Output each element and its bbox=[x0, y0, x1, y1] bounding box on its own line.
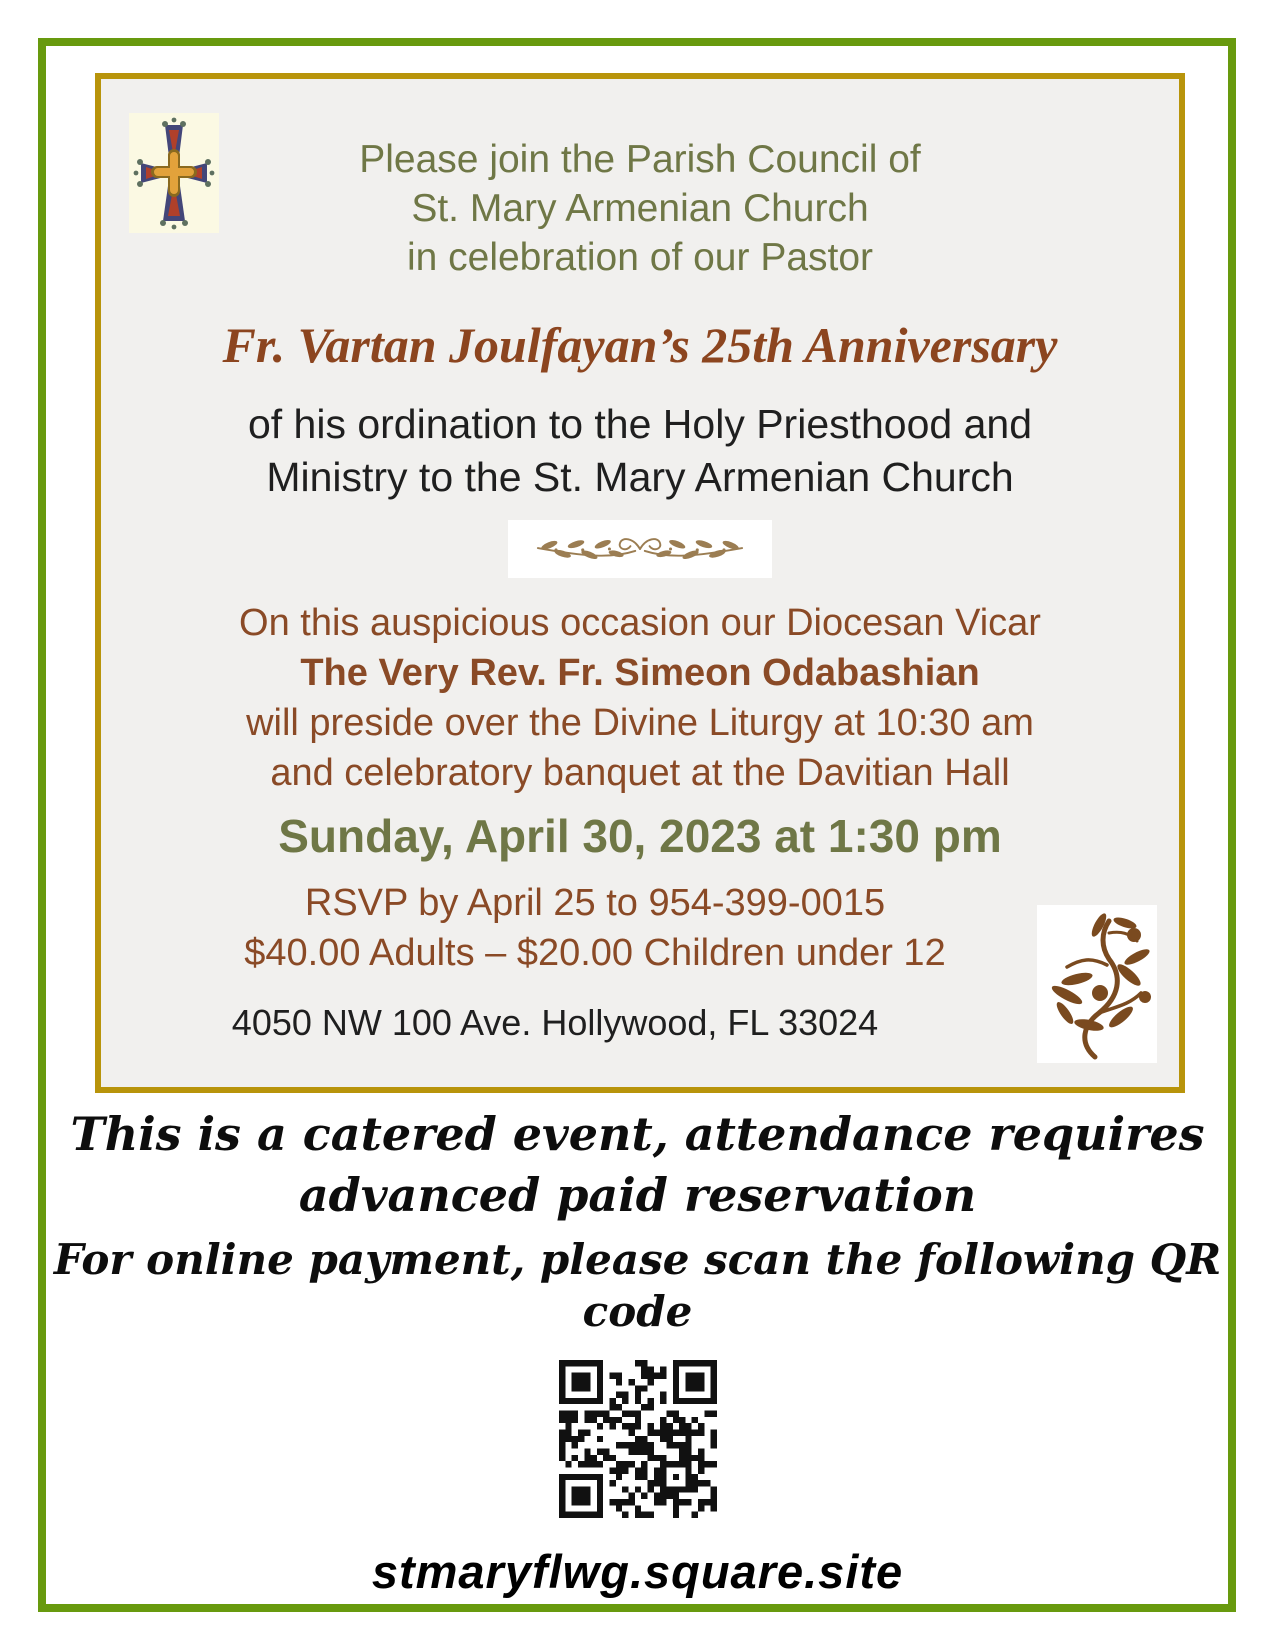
rsvp-block bbox=[101, 878, 1179, 978]
armenian-cross-icon bbox=[129, 113, 219, 233]
liturgy-line: will preside over the Divine Liturgy at 10:30 am bbox=[246, 702, 1034, 744]
catered-notice bbox=[0, 1104, 1275, 1226]
catered-line: advanced paid reservation bbox=[298, 1168, 977, 1222]
rsvp-line: RSVP by April 25 to 954-399-0015 bbox=[304, 882, 886, 924]
intro-line: in celebration of our Pastor bbox=[406, 236, 874, 279]
venue-address: 4050 NW 100 Ave. Hollywood, FL 33024 bbox=[231, 1002, 879, 1043]
banquet-line: and celebratory banquet at the Davitian Hall bbox=[270, 752, 1010, 794]
invitation-panel bbox=[95, 73, 1185, 1093]
intro-line: St. Mary Armenian Church bbox=[411, 187, 869, 230]
event-datetime: Sunday, April 30, 2023 at 1:30 pm bbox=[278, 810, 1002, 862]
intro-text bbox=[101, 79, 1179, 282]
vicar-name: The Very Rev. Fr. Simeon Odabashian bbox=[300, 652, 980, 694]
olive-branch-icon bbox=[1037, 905, 1157, 1063]
qr-instruction: For online payment, please scan the following QR code bbox=[53, 1235, 1222, 1336]
subtitle-line: of his ordination to the Holy Priesthood and bbox=[247, 401, 1033, 447]
floral-divider-icon bbox=[508, 520, 772, 578]
price-line: $40.00 Adults – $20.00 Children under 12 bbox=[244, 932, 946, 974]
ordination-subtitle bbox=[101, 398, 1179, 504]
occasion-text bbox=[101, 598, 1179, 798]
website-url: stmaryflwg.square.site bbox=[371, 1545, 904, 1598]
qr-code-image bbox=[559, 1360, 717, 1518]
subtitle-line: Ministry to the St. Mary Armenian Church bbox=[266, 454, 1014, 500]
footer-section bbox=[0, 1104, 1275, 1599]
intro-line: Please join the Parish Council of bbox=[359, 138, 921, 181]
anniversary-title: Fr. Vartan Joulfayan’s 25th Anniversary bbox=[222, 317, 1058, 373]
occasion-line: On this auspicious occasion our Diocesan Vicar bbox=[239, 602, 1041, 644]
catered-line: This is a catered event, attendance requires bbox=[70, 1107, 1205, 1161]
